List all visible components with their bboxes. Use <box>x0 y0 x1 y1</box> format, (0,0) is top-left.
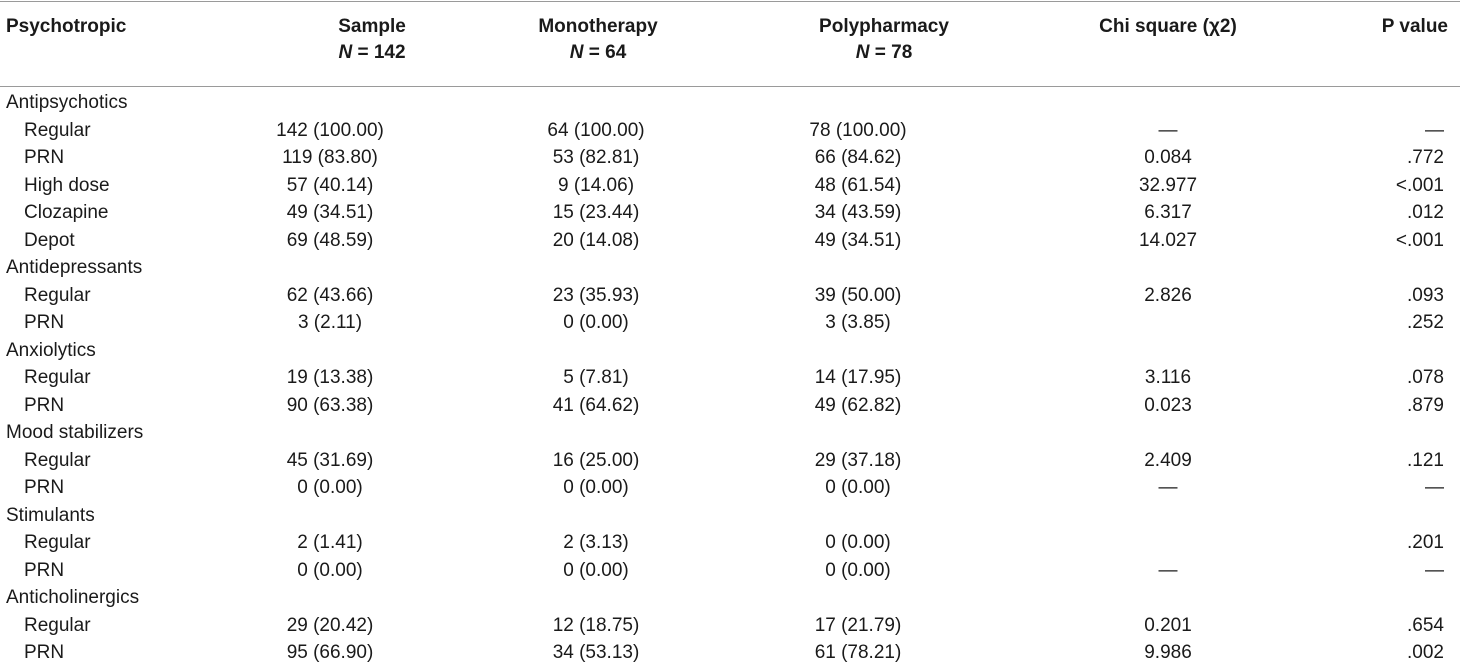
cell-polypharmacy: 14 (17.95) <box>814 367 902 388</box>
header-monotherapy <box>498 14 698 66</box>
header-sample-n-value: = 142 <box>352 42 406 63</box>
table-row <box>0 529 1460 557</box>
row-label: Regular <box>24 614 91 636</box>
cell-monotherapy: 0 (0.00) <box>563 312 629 333</box>
cell-sample: 62 (43.66) <box>286 284 374 306</box>
cell-chi-square: 2.409 <box>1144 449 1192 471</box>
table-row <box>0 172 1460 200</box>
header-polypharmacy-n <box>784 40 984 66</box>
row-label: Depot <box>24 229 75 251</box>
header-chi-square: Chi square (χ2) <box>1099 16 1237 37</box>
table-row <box>0 364 1460 392</box>
row-label: PRN <box>24 394 65 416</box>
cell-sample: 0 (0.00) <box>297 559 363 581</box>
cell-chi-square: 6.317 <box>1144 202 1192 223</box>
row-label: Regular <box>24 119 91 141</box>
table-group-row <box>0 254 1460 282</box>
cell-monotherapy: 20 (14.08) <box>552 229 640 251</box>
cell-p-value: .772 <box>1407 147 1444 168</box>
cell-chi-square: 2.826 <box>1144 284 1192 306</box>
cell-sample: 90 (63.38) <box>286 394 374 416</box>
cell-sample: 2 (1.41) <box>297 532 363 553</box>
cell-monotherapy: 0 (0.00) <box>563 559 629 581</box>
cell-polypharmacy: 49 (34.51) <box>814 229 902 251</box>
cell-sample: 45 (31.69) <box>286 449 374 471</box>
table-row <box>0 309 1460 337</box>
cell-monotherapy: 34 (53.13) <box>552 642 640 663</box>
row-label: Anxiolytics <box>6 339 96 361</box>
cell-p-value: <.001 <box>1395 229 1444 251</box>
table-row <box>0 639 1460 667</box>
row-label: Stimulants <box>6 504 95 526</box>
row-label: Regular <box>24 284 91 306</box>
table-body <box>0 89 1460 667</box>
cell-chi-square: 0.084 <box>1144 147 1192 168</box>
table-row <box>0 227 1460 255</box>
cell-sample: 69 (48.59) <box>286 229 374 251</box>
table-group-row <box>0 89 1460 117</box>
header-polypharmacy-label: Polypharmacy <box>819 16 949 37</box>
table-row <box>0 557 1460 585</box>
header-monotherapy-label: Monotherapy <box>538 16 658 37</box>
cell-monotherapy: 15 (23.44) <box>552 202 640 223</box>
cell-chi-square: 14.027 <box>1138 229 1198 251</box>
table-row <box>0 612 1460 640</box>
header-mono-n-value: = 64 <box>583 42 627 63</box>
cell-sample: 57 (40.14) <box>286 174 374 196</box>
cell-monotherapy: 23 (35.93) <box>552 284 640 306</box>
table-row <box>0 392 1460 420</box>
header-monotherapy-n <box>498 40 698 66</box>
cell-monotherapy: 9 (14.06) <box>557 174 635 196</box>
row-label: Clozapine <box>24 202 109 223</box>
header-sample-n-label: N <box>338 42 353 63</box>
table-row <box>0 282 1460 310</box>
header-p-value: P value <box>1381 16 1448 37</box>
row-label: Mood stabilizers <box>6 422 144 443</box>
cell-chi-square: 0.023 <box>1144 394 1192 416</box>
cell-p-value: .252 <box>1407 312 1444 333</box>
cell-p-value: <.001 <box>1395 174 1444 196</box>
row-label: Regular <box>24 532 91 553</box>
cell-polypharmacy: 29 (37.18) <box>814 449 902 471</box>
header-poly-n-label: N <box>855 42 870 63</box>
cell-chi-square: 9.986 <box>1144 642 1192 663</box>
table-row <box>0 447 1460 475</box>
cell-monotherapy: 12 (18.75) <box>552 614 640 636</box>
cell-p-value: — <box>1425 559 1444 581</box>
cell-polypharmacy: 34 (43.59) <box>814 202 902 223</box>
cell-chi-square: — <box>1158 477 1178 498</box>
cell-polypharmacy: 0 (0.00) <box>825 532 891 553</box>
cell-chi-square: 0.201 <box>1144 614 1192 636</box>
cell-polypharmacy: 61 (78.21) <box>814 642 902 663</box>
cell-monotherapy: 0 (0.00) <box>563 477 629 498</box>
row-label: PRN <box>24 147 65 168</box>
cell-chi-square: 3.116 <box>1144 367 1192 388</box>
table-group-row <box>0 337 1460 365</box>
row-label: PRN <box>24 642 65 663</box>
header-poly-n-value: = 78 <box>869 42 913 63</box>
table-row <box>0 199 1460 227</box>
cell-chi-square: — <box>1158 559 1178 581</box>
header-sample-n <box>272 40 472 66</box>
cell-polypharmacy: 78 (100.00) <box>809 119 907 141</box>
row-label: Antipsychotics <box>6 92 128 113</box>
cell-sample: 19 (13.38) <box>286 367 374 388</box>
row-label: Anticholinergics <box>6 587 140 608</box>
row-label: PRN <box>24 312 65 333</box>
cell-polypharmacy: 0 (0.00) <box>825 559 891 581</box>
header-psychotropic: Psychotropic <box>6 16 127 37</box>
cell-polypharmacy: 66 (84.62) <box>814 147 902 168</box>
cell-polypharmacy: 3 (3.85) <box>825 312 891 333</box>
cell-polypharmacy: 17 (21.79) <box>814 614 902 636</box>
cell-polypharmacy: 0 (0.00) <box>825 477 891 498</box>
cell-sample: 95 (66.90) <box>286 642 374 663</box>
cell-chi-square: 32.977 <box>1138 174 1198 196</box>
cell-monotherapy: 53 (82.81) <box>552 147 640 168</box>
table-group-row <box>0 584 1460 612</box>
cell-p-value: .093 <box>1407 284 1444 306</box>
cell-sample: 119 (83.80) <box>282 147 378 168</box>
row-label: Antidepressants <box>6 257 143 278</box>
cell-sample: 29 (20.42) <box>286 614 374 636</box>
cell-p-value: .879 <box>1407 394 1444 416</box>
cell-sample: 49 (34.51) <box>286 202 374 223</box>
cell-polypharmacy: 48 (61.54) <box>814 174 902 196</box>
cell-chi-square: — <box>1158 119 1178 141</box>
header-polypharmacy <box>784 14 984 66</box>
cell-p-value: .201 <box>1407 532 1444 553</box>
cell-p-value: .654 <box>1407 614 1444 636</box>
cell-p-value: .078 <box>1407 367 1444 388</box>
cell-sample: 3 (2.11) <box>297 312 363 333</box>
cell-p-value: — <box>1425 119 1444 141</box>
header-sample-label: Sample <box>338 16 406 37</box>
table-header-rule <box>0 86 1460 87</box>
header-mono-n-label: N <box>569 42 584 63</box>
table-row <box>0 474 1460 502</box>
table-row <box>0 117 1460 145</box>
cell-monotherapy: 64 (100.00) <box>547 119 645 141</box>
row-label: High dose <box>24 174 110 196</box>
cell-monotherapy: 2 (3.13) <box>563 532 629 553</box>
cell-p-value: .012 <box>1407 202 1444 223</box>
table-group-row <box>0 502 1460 530</box>
cell-sample: 142 (100.00) <box>276 119 384 141</box>
table-row <box>0 144 1460 172</box>
table-group-row <box>0 419 1460 447</box>
header-sample <box>272 14 472 66</box>
row-label: PRN <box>24 559 65 581</box>
cell-monotherapy: 41 (64.62) <box>552 394 640 416</box>
cell-p-value: — <box>1425 477 1444 498</box>
cell-p-value: .002 <box>1407 642 1444 663</box>
cell-monotherapy: 5 (7.81) <box>563 367 629 388</box>
cell-monotherapy: 16 (25.00) <box>552 449 640 471</box>
cell-p-value: .121 <box>1407 449 1444 471</box>
row-label: Regular <box>24 449 91 471</box>
row-label: Regular <box>24 367 91 388</box>
table-header <box>0 0 1460 86</box>
cell-polypharmacy: 49 (62.82) <box>814 394 902 416</box>
row-label: PRN <box>24 477 65 498</box>
cell-polypharmacy: 39 (50.00) <box>814 284 902 306</box>
cell-sample: 0 (0.00) <box>297 477 363 498</box>
